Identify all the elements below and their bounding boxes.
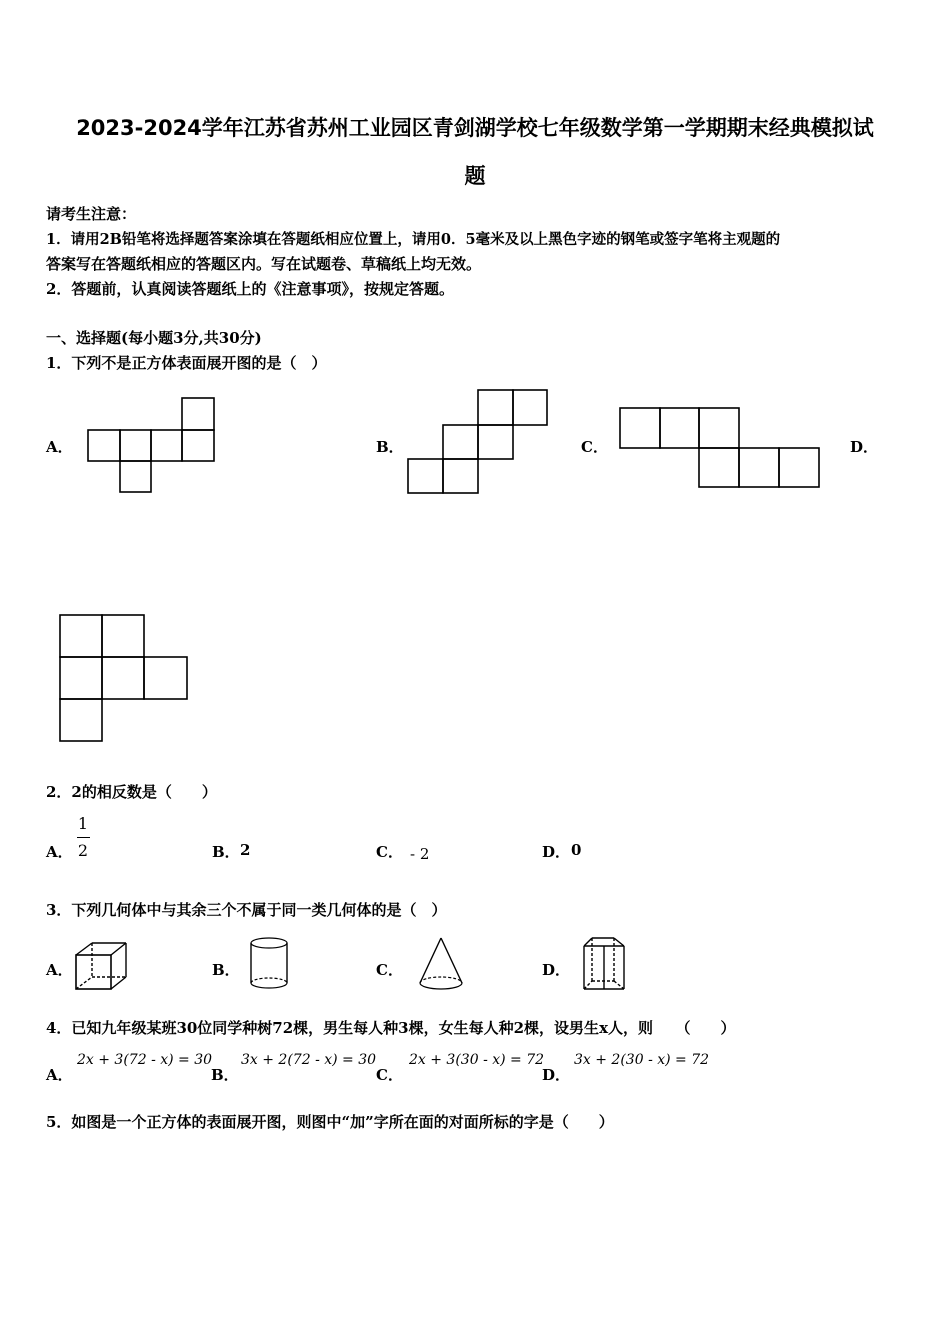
q3-option-b-label: B．	[212, 961, 240, 979]
question-5-stem: 5．如图是一个正方体的表面展开图，则图中“加”字所在面的对面所标的字是（ ）	[46, 1113, 614, 1131]
q2-option-a-denominator: 2	[77, 841, 89, 860]
notice-heading: 请考生注意：	[46, 205, 137, 223]
q4-option-c-equation: 2x + 3(30 - x) = 72	[409, 1052, 545, 1068]
q2-option-b-label: B．	[212, 843, 240, 861]
q4-option-b-label: B．	[211, 1066, 239, 1084]
q3-cone-figure	[414, 933, 468, 995]
q4-option-d-equation: 3x + 2(30 - x) = 72	[574, 1052, 710, 1068]
q4-option-a-equation: 2x + 3(72 - x) = 30	[77, 1052, 213, 1068]
q2-option-a-label: A．	[46, 843, 73, 861]
q1-option-b-net	[400, 382, 555, 500]
question-2-stem: 2．2的相反数是（ ）	[46, 783, 217, 801]
notice-item-1-continued: 答案写在答题纸相应的答题区内。写在试题卷、草稿纸上均无效。	[46, 255, 482, 273]
q2-option-b-value: 2	[240, 841, 251, 859]
page-title-continued: 题	[464, 164, 486, 188]
q1-option-c-label: C．	[581, 438, 608, 456]
q1-option-d-net	[52, 607, 197, 750]
q4-option-a-label: A．	[46, 1066, 73, 1084]
q3-cube-figure	[72, 939, 132, 994]
notice-item-1: 1．请用2B铅笔将选择题答案涂填在答题纸相应位置上，请用0．5毫米及以上黑色字迹的钢笔或签字笔将主观题的	[46, 231, 781, 248]
q1-option-d-label: D．	[850, 438, 879, 456]
q1-option-c-net	[612, 400, 827, 495]
q4-option-d-label: D．	[542, 1066, 571, 1084]
q4-option-b-equation: 3x + 2(72 - x) = 30	[241, 1052, 377, 1068]
q2-option-d-value: 0	[571, 841, 582, 859]
q2-option-d-label: D．	[542, 843, 571, 861]
q1-option-b-label: B．	[376, 438, 404, 456]
q3-cylinder-figure	[246, 933, 292, 995]
q2-option-c-value: - 2	[410, 845, 430, 863]
q3-option-a-label: A．	[46, 961, 73, 979]
q4-option-c-label: C．	[376, 1066, 403, 1084]
section-heading: 一、选择题(每小题3分,共30分)	[46, 329, 262, 347]
q3-prism-figure	[578, 933, 634, 995]
q1-option-a-label: A．	[46, 438, 73, 456]
q2-option-a-numerator: 1	[77, 814, 89, 833]
q3-option-d-label: D．	[542, 961, 571, 979]
question-3-stem: 3．下列几何体中与其余三个不属于同一类几何体的是（ ）	[46, 901, 447, 919]
q3-option-c-label: C．	[376, 961, 403, 979]
q1-option-a-net	[80, 390, 225, 500]
fraction-bar	[77, 837, 90, 838]
page-title: 2023-2024学年江苏省苏州工业园区青剑湖学校七年级数学第一学期期末经典模拟试	[76, 116, 874, 140]
q2-option-c-label: C．	[376, 843, 403, 861]
question-1-stem: 1．下列不是正方体表面展开图的是（ ）	[46, 354, 327, 372]
notice-item-2: 2．答题前，认真阅读答题纸上的《注意事项》，按规定答题。	[46, 280, 454, 298]
question-4-stem: 4．已知九年级某班30位同学种树72棵，男生每人种3棵，女生每人种2棵，设男生x人，则 （ ）	[46, 1019, 736, 1037]
